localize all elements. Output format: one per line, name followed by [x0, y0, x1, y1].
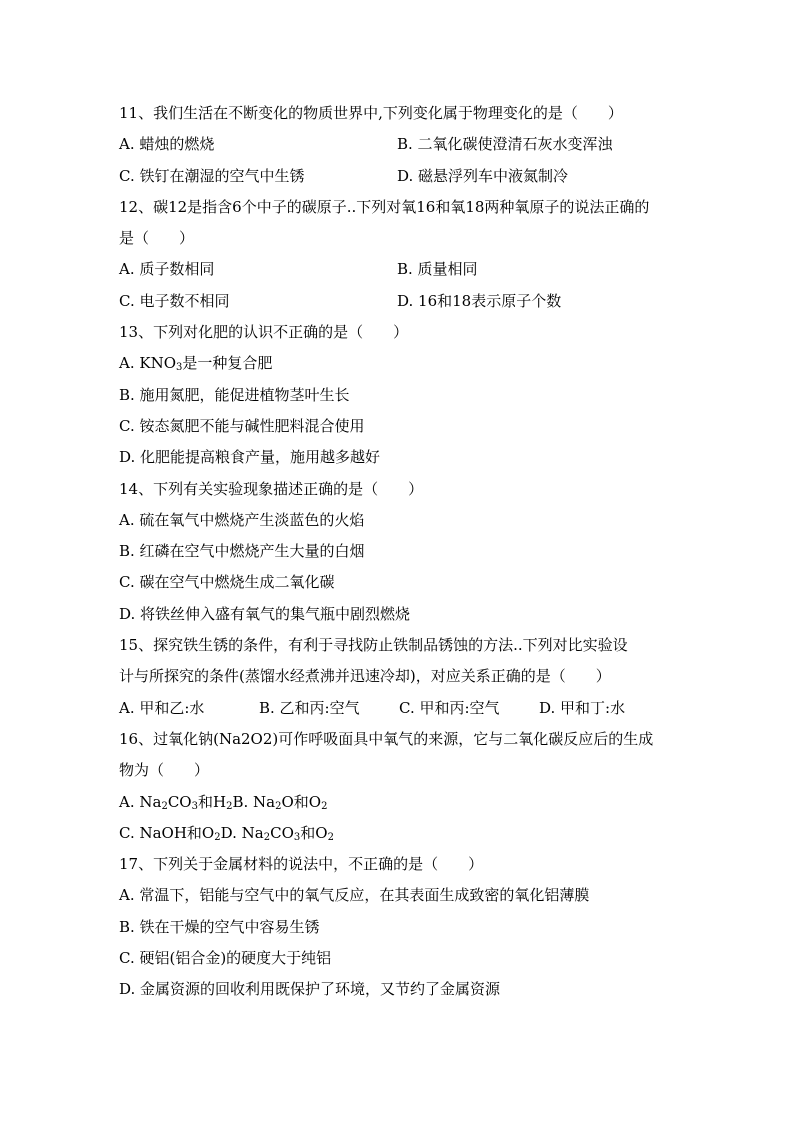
question-16-stem-line2: 物为（ ）: [119, 761, 210, 780]
q17-option-d: D. 金属资源的回收利用既保护了环境，又节约了金属资源: [119, 980, 501, 999]
q12-option-b: B. 质量相同: [397, 260, 478, 279]
question-12-stem-line2: 是（ ）: [119, 229, 195, 248]
question-12-stem-line1: 12、碳12是指含6个中子的碳原子..下列对氧16和氧18两种氧原子的说法正确的: [119, 197, 650, 216]
q15-option-d: D. 甲和丁:水: [539, 698, 626, 717]
question-11-stem: 11、我们生活在不断变化的物质世界中,下列变化属于物理变化的是（ ）: [119, 104, 623, 122]
question-14-stem: 14、下列有关实验现象描述正确的是（ ）: [119, 479, 424, 498]
q12-option-a: A. 质子数相同: [119, 260, 215, 279]
question-11-options-ab: [119, 129, 679, 160]
q11-option-c: C. 铁钉在潮湿的空气中生锈: [119, 166, 305, 185]
q17-option-c: C. 硬铝(铝合金)的硬度大于纯铝: [119, 949, 332, 968]
q13-option-a: A. $KNO_3$是一种复合肥: [119, 354, 273, 374]
q14-option-d: D. 将铁丝伸入盛有氧气的集气瓶中剧烈燃烧: [119, 604, 411, 623]
question-11-options-cd: [119, 161, 679, 192]
question-17-stem: 17、下列关于金属材料的说法中，不正确的是（ ）: [119, 855, 484, 874]
q14-option-c: C. 碳在空气中燃烧生成二氧化碳: [119, 573, 335, 592]
q15-option-a: A. 甲和乙:水: [119, 698, 205, 717]
exam-page: [119, 98, 679, 1006]
q12-option-d: D. 16和18表示原子个数: [397, 291, 562, 310]
q17-option-a: A. 常温下，铝能与空气中的氧气反应，在其表面生成致密的氧化铝薄膜: [119, 886, 590, 905]
question-15-stem-line1: 15、探究铁生锈的条件，有利于寻找防止铁制品锈蚀的方法..下列对比实验设: [119, 636, 628, 655]
question-16-stem-line1: 16、过氧化钠(Na2O2)可作呼吸面具中氧气的来源，它与二氧化碳反应后的生成: [119, 729, 654, 748]
q14-option-a: A. 硫在氧气中燃烧产生淡蓝色的火焰: [119, 510, 365, 529]
q11-option-b: B. 二氧化碳使澄清石灰水变浑浊: [397, 135, 613, 154]
q13-option-d: D. 化肥能提高粮食产量，施用越多越好: [119, 448, 381, 467]
q17-option-b: B. 铁在干燥的空气中容易生锈: [119, 917, 320, 936]
q12-option-c: C. 电子数不相同: [119, 291, 230, 310]
q15-option-c: C. 甲和丙:空气: [399, 698, 500, 717]
q11-option-a: A. 蜡烛的燃烧: [119, 135, 215, 154]
q16-options-ab: A. $Na_2CO_3$和$H_2B$. $Na_2O$和$O_2$: [119, 792, 328, 812]
q15-option-b: B. 乙和丙:空气: [259, 698, 360, 717]
q11-option-d: D. 磁悬浮列车中液氮制冷: [397, 166, 569, 185]
question-12-options-ab: [119, 254, 679, 285]
question-15-stem-line2: 计与所探究的条件(蒸馏水经煮沸并迅速冷却)，对应关系正确的是（ ）: [119, 667, 611, 686]
q16-options-cd: C. NaOH和$O_2D$. $Na_2CO_3$和$O_2$: [119, 823, 334, 843]
question-12-options-cd: [119, 286, 679, 317]
q13-option-c: C. 铵态氮肥不能与碱性肥料混合使用: [119, 416, 365, 435]
question-13-stem: 13、下列对化肥的认识不正确的是（ ）: [119, 323, 409, 342]
question-15-options: [119, 693, 679, 724]
q13-option-b: B. 施用氮肥，能促进植物茎叶生长: [119, 385, 350, 404]
q14-option-b: B. 红磷在空气中燃烧产生大量的白烟: [119, 542, 365, 561]
